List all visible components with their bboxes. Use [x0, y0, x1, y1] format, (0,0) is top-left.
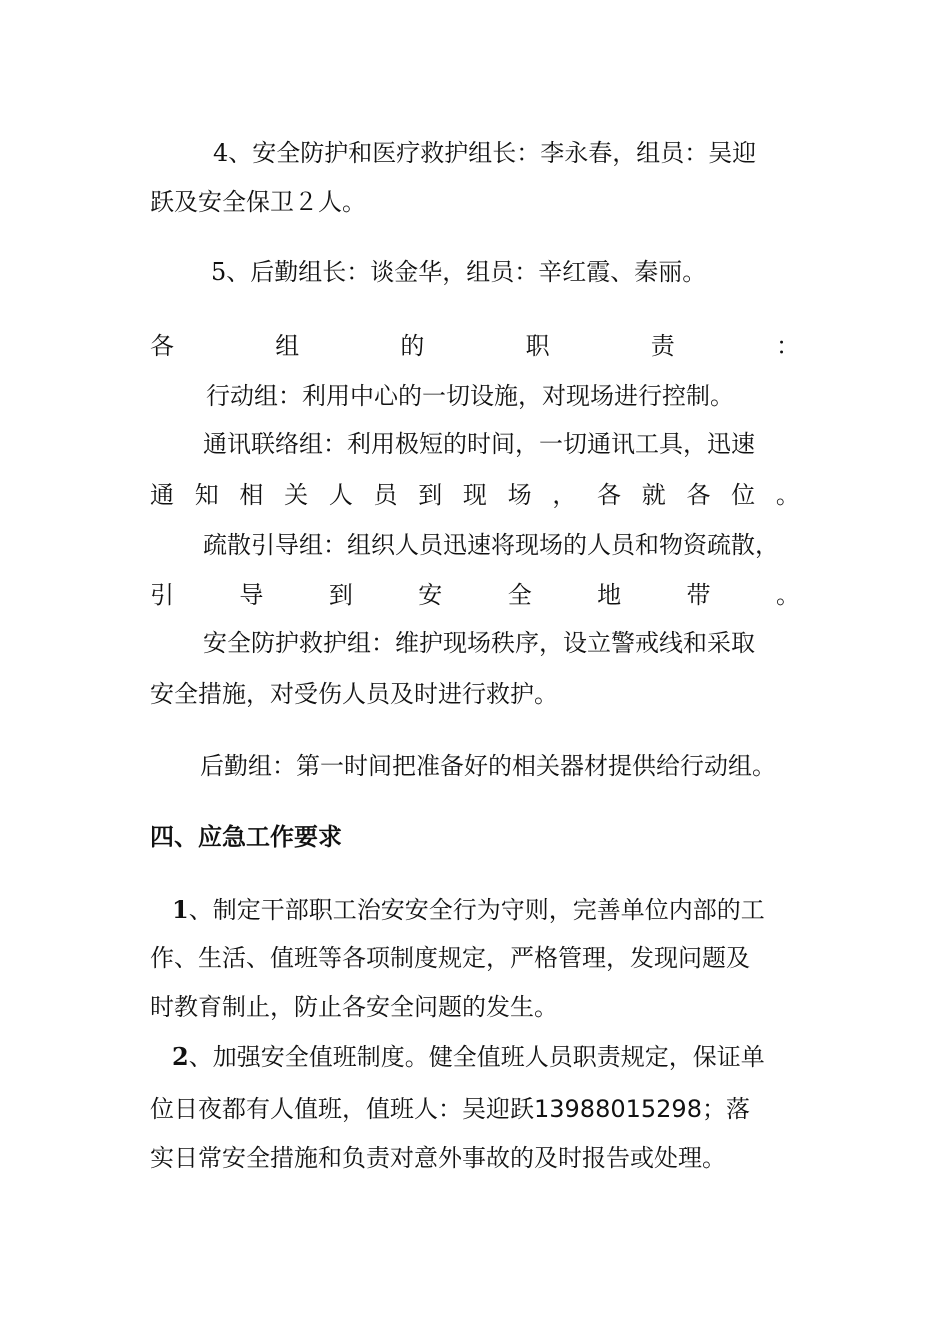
duties-title-char: 组 [275, 332, 300, 360]
evac-char: 。 [775, 581, 800, 609]
duties-title-char: 的 [400, 332, 425, 360]
section-heading: 四、应急工作要求 [150, 822, 342, 851]
duties-title-char: 职 [525, 332, 550, 360]
logistics-group-duty: 后勤组：第一时间把准备好的相关器材提供给行动组。 [200, 752, 776, 780]
comm-char: 各 [686, 481, 711, 509]
comm-group-duty-line-1: 通讯联络组：利用极短的时间，一切通讯工具，迅速 [203, 430, 755, 458]
requirement-2-line-1 [172, 1042, 812, 1072]
evac-char: 带 [686, 581, 711, 609]
comm-char: 位 [731, 481, 756, 509]
comm-char: 关 [284, 481, 309, 509]
requirement-text: ；落 [701, 1095, 750, 1123]
duties-title [150, 331, 800, 361]
requirement-text: 、加强安全值班制度。健全值班人员职责规定，保证单 [188, 1043, 765, 1071]
requirement-number: 1 [172, 895, 189, 924]
protect-group-duty-line-2: 安全措施，对受伤人员及时进行救护。 [150, 680, 558, 708]
comm-char: 场 [507, 481, 532, 509]
comm-char: 现 [462, 481, 487, 509]
comm-char: 各 [597, 481, 622, 509]
comm-char: 就 [641, 481, 666, 509]
safety-team-line-2: 跃及安全保卫２人。 [150, 188, 366, 216]
comm-char: 相 [239, 481, 264, 509]
logistics-team-line: 5、后勤组长：谈金华，组员：辛红霞、秦丽。 [211, 258, 707, 286]
safety-team-line-1: 4、安全防护和医疗救护组长：李永春，组员：吴迎 [213, 139, 757, 167]
comm-char: 通 [150, 481, 174, 509]
duties-title-char: ： [775, 332, 800, 360]
evac-char: 安 [418, 581, 443, 609]
requirement-number: 2 [172, 1042, 189, 1071]
comm-char: ， [552, 481, 577, 509]
comm-char: 。 [775, 481, 800, 509]
comm-char: 人 [328, 481, 353, 509]
evac-char: 全 [507, 581, 532, 609]
evac-char: 到 [328, 581, 353, 609]
requirement-1-line-1 [172, 895, 812, 925]
action-group-duty: 行动组：利用中心的一切设施，对现场进行控制。 [206, 382, 734, 410]
evac-char: 导 [239, 581, 264, 609]
duties-title-char: 各 [150, 332, 174, 360]
requirement-2-line-2 [150, 1094, 800, 1124]
comm-char: 知 [194, 481, 219, 509]
duties-title-char: 责 [650, 332, 675, 360]
evac-group-duty-line-1: 疏散引导组：组织人员迅速将现场的人员和物资疏散， [203, 531, 779, 559]
requirement-text: 、制定干部职工治安安全行为守则，完善单位内部的工 [188, 896, 765, 924]
requirement-1-line-2: 作、生活、值班等各项制度规定，严格管理，发现问题及 [150, 944, 750, 972]
duty-phone-number: 13988015298 [534, 1095, 702, 1123]
protect-group-duty-line-1: 安全防护救护组：维护现场秩序，设立警戒线和采取 [203, 629, 755, 657]
evac-char: 引 [150, 581, 174, 609]
requirement-text: 位日夜都有人值班，值班人：吴迎跃 [150, 1095, 534, 1123]
requirement-2-line-3: 实日常安全措施和负责对意外事故的及时报告或处理。 [150, 1144, 726, 1172]
evac-group-duty-line-2 [150, 580, 800, 610]
comm-char: 到 [418, 481, 443, 509]
comm-char: 员 [373, 481, 398, 509]
evac-char: 地 [597, 581, 622, 609]
requirement-1-line-3: 时教育制止，防止各安全问题的发生。 [150, 993, 558, 1021]
comm-group-duty-line-2 [150, 480, 800, 510]
